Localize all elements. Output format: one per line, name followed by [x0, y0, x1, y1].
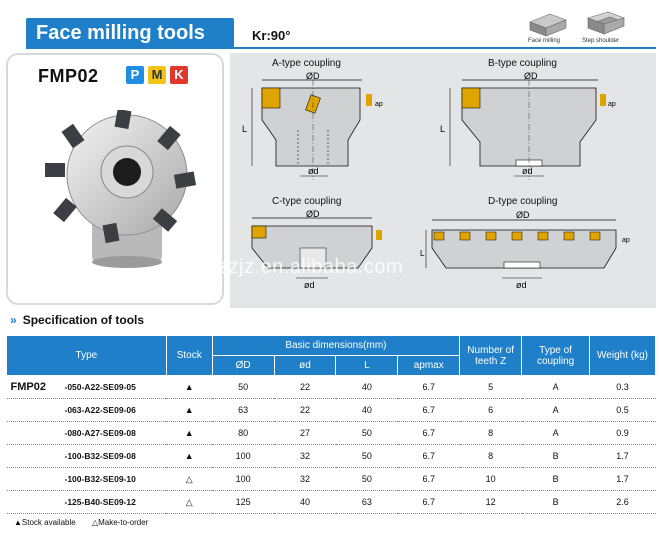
col-type: Type	[7, 336, 167, 376]
table-row	[7, 422, 656, 445]
cell-weight: 1.7	[590, 468, 656, 491]
cell-weight: 0.5	[590, 399, 656, 422]
cell-z: 12	[460, 491, 522, 514]
b-l-label: L	[440, 124, 446, 134]
milling-cutter-image	[30, 110, 200, 270]
cell-coupling: A	[522, 376, 590, 399]
cell-type: -100-B32-SE09-10	[7, 468, 167, 491]
cell-weight: 0.3	[590, 376, 656, 399]
cell-ap: 6.7	[398, 468, 460, 491]
approach-angle: Kr:90°	[252, 28, 291, 43]
cell-ap: 6.7	[398, 445, 460, 468]
cell-stock: ▲	[166, 376, 212, 399]
cell-l: 50	[336, 422, 398, 445]
b-d-label: ød	[522, 166, 533, 176]
cell-coupling: B	[522, 445, 590, 468]
col-teeth: Number of teeth Z	[460, 336, 522, 376]
cell-od: 50	[212, 376, 274, 399]
d-ap-label: ap	[622, 237, 630, 244]
col-ap: apmax	[398, 356, 460, 376]
a-od-label: ØD	[306, 71, 320, 81]
cell-ap: 6.7	[398, 422, 460, 445]
cell-z: 8	[460, 422, 522, 445]
watermark: zzjz.en.alibaba.com	[218, 256, 404, 278]
step-shoulder-icon	[584, 8, 626, 38]
series-label: FMP02	[10, 381, 46, 393]
d-type-coupling-diagram	[420, 208, 640, 303]
cell-type: -080-A27-SE09-08	[7, 422, 167, 445]
cell-d: 32	[274, 468, 336, 491]
cell-stock: △	[166, 468, 212, 491]
col-od: ØD	[212, 356, 274, 376]
cell-coupling: A	[522, 399, 590, 422]
cell-ap: 6.7	[398, 491, 460, 514]
cell-z: 10	[460, 468, 522, 491]
col-l: L	[336, 356, 398, 376]
col-coupling: Type of coupling	[522, 336, 590, 376]
legend-order: △Make-to-order	[91, 518, 149, 527]
stock-legend	[14, 518, 162, 527]
cell-coupling: B	[522, 491, 590, 514]
cell-l: 40	[336, 399, 398, 422]
cell-weight: 2.6	[590, 491, 656, 514]
cell-d: 32	[274, 445, 336, 468]
cell-ap: 6.7	[398, 399, 460, 422]
a-type-title: A-type coupling	[272, 58, 341, 69]
table-row	[7, 445, 656, 468]
c-d-label: ød	[304, 280, 315, 290]
a-ap-label: ap	[375, 101, 383, 108]
cell-od: 100	[212, 445, 274, 468]
b-od-label: ØD	[524, 71, 538, 81]
cell-type: FMP02 -050-A22-SE09-05	[7, 376, 167, 399]
cell-type: -125-B40-SE09-12	[7, 491, 167, 514]
b-type-title: B-type coupling	[488, 58, 557, 69]
product-model: FMP02	[38, 66, 99, 86]
face-milling-icon	[526, 8, 568, 38]
table-row	[7, 399, 656, 422]
cell-type: -100-B32-SE09-08	[7, 445, 167, 468]
cell-od: 125	[212, 491, 274, 514]
cell-od: 100	[212, 468, 274, 491]
cell-stock: △	[166, 491, 212, 514]
cell-coupling: A	[522, 422, 590, 445]
cell-z: 8	[460, 445, 522, 468]
cell-weight: 0.9	[590, 422, 656, 445]
col-basic-dimensions: Basic dimensions(mm)	[212, 336, 460, 356]
cell-l: 50	[336, 468, 398, 491]
cell-l: 50	[336, 445, 398, 468]
spec-table	[6, 335, 656, 514]
cell-d: 27	[274, 422, 336, 445]
cell-l: 40	[336, 376, 398, 399]
legend-available: ▲Stock available	[14, 518, 76, 527]
grade-p-badge: P	[126, 66, 144, 84]
b-type-coupling-diagram	[440, 70, 620, 188]
cell-d: 22	[274, 376, 336, 399]
spec-title-text: Specification of tools	[22, 313, 145, 327]
c-type-title: C-type coupling	[272, 196, 342, 207]
a-d-label: ød	[308, 166, 319, 176]
cell-z: 5	[460, 376, 522, 399]
grade-m-badge: M	[148, 66, 166, 84]
d-l-label: L	[420, 249, 425, 258]
cell-od: 63	[212, 399, 274, 422]
d-type-title: D-type coupling	[488, 196, 558, 207]
cell-ap: 6.7	[398, 376, 460, 399]
header-underline	[26, 47, 656, 49]
a-type-coupling-diagram	[240, 70, 390, 188]
cell-d: 22	[274, 399, 336, 422]
cell-stock: ▲	[166, 399, 212, 422]
cell-l: 63	[336, 491, 398, 514]
table-row	[7, 376, 656, 399]
double-chevron-icon: »	[10, 313, 17, 327]
table-row	[7, 491, 656, 514]
d-od-label: ØD	[516, 210, 530, 220]
b-ap-label: ap	[608, 101, 616, 108]
spec-title	[10, 313, 144, 327]
col-weight: Weight (kg)	[590, 336, 656, 376]
cell-stock: ▲	[166, 422, 212, 445]
cell-coupling: B	[522, 468, 590, 491]
table-row	[7, 468, 656, 491]
d-d-label: ød	[516, 280, 527, 290]
step-shoulder-label: Step shoulder	[582, 38, 620, 44]
cell-d: 40	[274, 491, 336, 514]
a-l-label: L	[242, 124, 248, 134]
cell-stock: ▲	[166, 445, 212, 468]
grade-k-badge: K	[170, 66, 188, 84]
col-stock: Stock	[166, 336, 212, 376]
col-d: ød	[274, 356, 336, 376]
face-milling-label: Face milling	[528, 38, 561, 44]
cell-type: -063-A22-SE09-06	[7, 399, 167, 422]
cell-od: 80	[212, 422, 274, 445]
cell-weight: 1.7	[590, 445, 656, 468]
cell-z: 6	[460, 399, 522, 422]
c-od-label: ØD	[306, 209, 320, 219]
page-title: Face milling tools	[26, 18, 234, 48]
